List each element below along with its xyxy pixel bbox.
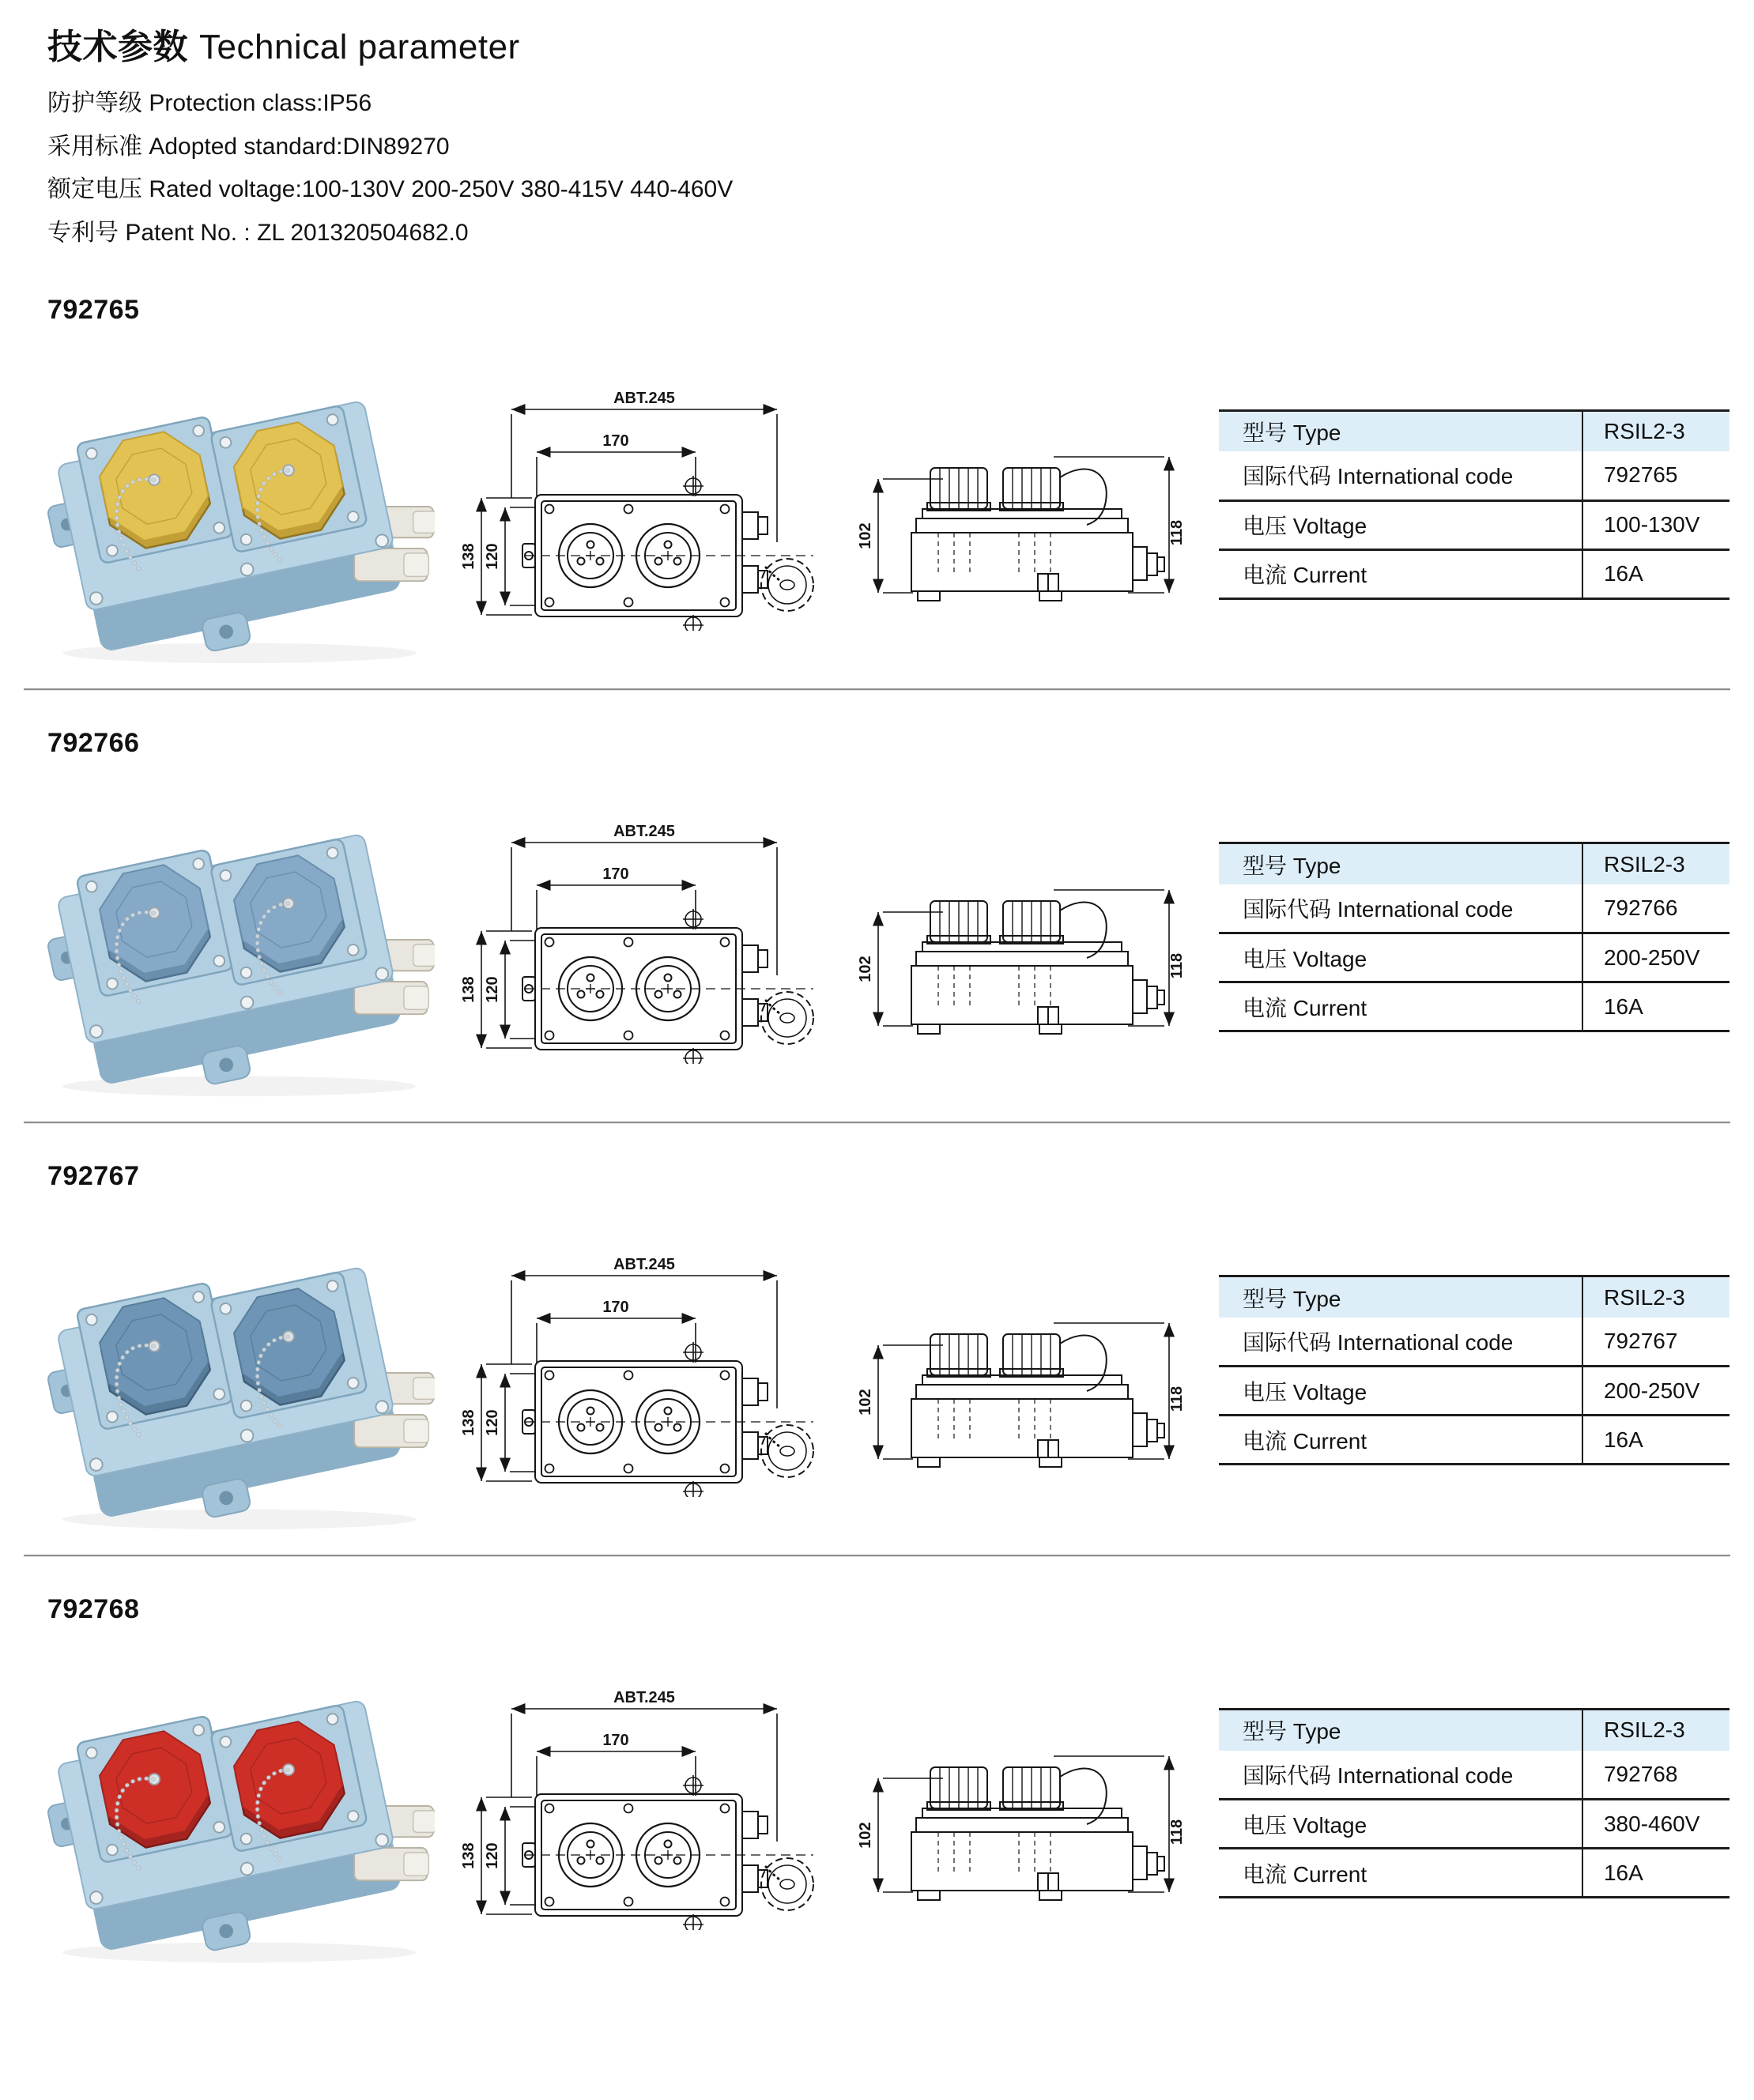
top-view-drawing — [456, 1677, 828, 1930]
side-view-outline — [911, 901, 1164, 1034]
spec-value-voltage: 200-250V — [1582, 1367, 1729, 1416]
top-view-drawing — [456, 1244, 828, 1497]
dim-overall-height: 118 — [1167, 952, 1186, 979]
spec-table — [1219, 1708, 1729, 1898]
spec-label-voltage: 电压 Voltage — [1219, 500, 1582, 549]
side-view-drawing — [850, 1244, 1198, 1497]
side-view-drawing — [850, 811, 1198, 1064]
dim-body-height: 102 — [856, 1389, 874, 1416]
spec-value-voltage: 380-460V — [1582, 1800, 1729, 1849]
dimension-lines — [481, 1709, 777, 1914]
top-view-svg — [456, 811, 828, 1064]
dim-overall-height: 118 — [1167, 1819, 1186, 1845]
dimension-lines — [878, 1756, 1169, 1892]
side-view-svg — [850, 378, 1198, 631]
spec-table — [1219, 409, 1729, 600]
spec-row-current — [1219, 549, 1729, 598]
dimension-lines — [878, 1323, 1169, 1459]
top-view-outline — [522, 1775, 813, 1930]
spec-label-international-code: 国际代码 International code — [1242, 1330, 1514, 1355]
spec-value-voltage: 100-130V — [1582, 500, 1729, 549]
spec-value-international-code: 792766 — [1582, 884, 1729, 933]
spec-row-international-code — [1219, 884, 1729, 933]
side-view-outline — [911, 468, 1164, 601]
spec-row-voltage — [1219, 933, 1729, 982]
spec-label-current: 电流 Current — [1219, 1416, 1582, 1465]
product-photo-illustration — [32, 1636, 435, 1971]
spec-label-international-code: 国际代码 International code — [1242, 464, 1514, 489]
product-code-heading: 792768 — [47, 1593, 140, 1624]
technical-parameter-list — [47, 90, 1754, 247]
product-sections — [47, 294, 1754, 1973]
product-section — [47, 1593, 1754, 1974]
section-divider — [24, 1122, 1730, 1124]
dim-inner-height: 120 — [484, 543, 502, 570]
product-section — [47, 727, 1754, 1124]
product-section — [47, 294, 1754, 691]
product-row — [47, 334, 1729, 674]
dim-overall-height: 118 — [1167, 520, 1186, 546]
spec-row-type — [1219, 1710, 1729, 1751]
side-view-svg — [850, 1244, 1198, 1497]
dimension-lines — [481, 1276, 777, 1481]
dim-overall-height: 118 — [1167, 1386, 1186, 1412]
top-view-svg — [456, 1244, 828, 1497]
dim-inner-height: 120 — [484, 1409, 502, 1436]
product-photo-illustration — [32, 337, 435, 672]
spec-value-current: 16A — [1582, 549, 1729, 598]
section-divider — [24, 688, 1730, 691]
top-view-outline — [522, 1342, 813, 1497]
product-code-heading: 792765 — [47, 295, 140, 326]
spec-row-current — [1219, 1416, 1729, 1465]
dim-overall-height: 138 — [460, 543, 478, 570]
section-divider — [24, 1555, 1730, 1557]
spec-row-voltage — [1219, 1367, 1729, 1416]
spec-row-voltage — [1219, 500, 1729, 549]
spec-row-type — [1219, 1276, 1729, 1318]
side-view-drawing — [850, 378, 1198, 631]
dim-inner-width: 170 — [602, 865, 630, 883]
top-view-drawing — [456, 378, 828, 631]
spec-value-type: RSIL2-3 — [1582, 843, 1729, 884]
spec-label-voltage: 电压 Voltage — [1219, 1367, 1582, 1416]
page-title — [47, 28, 1754, 66]
product-photo — [32, 770, 435, 1105]
spec-row-international-code — [1219, 451, 1729, 500]
spec-table — [1219, 842, 1729, 1032]
spec-value-international-code: 792767 — [1582, 1318, 1729, 1367]
dim-inner-width: 170 — [602, 432, 630, 451]
dimension-lines — [481, 409, 777, 615]
product-photo — [32, 1203, 435, 1538]
dim-overall-width: ABT.245 — [613, 390, 676, 408]
spec-label-international-code: 国际代码 International code — [1242, 1763, 1514, 1788]
spec-label-current: 电流 Current — [1219, 982, 1582, 1031]
side-view-outline — [911, 1767, 1164, 1900]
product-row — [47, 767, 1729, 1107]
page-title-cn: 技术参数 — [47, 28, 188, 66]
product-row — [47, 1201, 1729, 1540]
side-view-drawing — [850, 1677, 1198, 1930]
spec-row-type — [1219, 410, 1729, 451]
page-title-en: Technical parameter — [199, 28, 520, 66]
spec-label-current: 电流 Current — [1219, 549, 1582, 598]
dim-overall-width: ABT.245 — [613, 1688, 676, 1706]
top-view-svg — [456, 1677, 828, 1930]
spec-label-type: 型号 Type — [1242, 853, 1341, 878]
spec-value-current: 16A — [1582, 1849, 1729, 1898]
spec-row-current — [1219, 982, 1729, 1031]
spec-value-type: RSIL2-3 — [1582, 410, 1729, 451]
spec-row-type — [1219, 843, 1729, 884]
product-code-heading: 792767 — [47, 1160, 140, 1191]
spec-label-type: 型号 Type — [1242, 1719, 1341, 1744]
dimension-lines — [878, 890, 1169, 1026]
dim-inner-width: 170 — [602, 1298, 630, 1316]
top-view-svg — [456, 378, 828, 631]
spec-value-current: 16A — [1582, 982, 1729, 1031]
product-photo — [32, 1636, 435, 1971]
spec-row-international-code — [1219, 1751, 1729, 1800]
spec-label-type: 型号 Type — [1242, 1286, 1341, 1311]
top-view-outline — [522, 476, 813, 631]
spec-value-type: RSIL2-3 — [1582, 1276, 1729, 1318]
product-row — [47, 1634, 1729, 1974]
spec-table — [1219, 1275, 1729, 1465]
patent-no-line: 专利号 Patent No. : ZL 201320504682.0 — [47, 219, 469, 246]
product-photo — [32, 337, 435, 672]
dim-body-height: 102 — [856, 956, 874, 982]
dimension-lines — [878, 457, 1169, 593]
top-view-outline — [522, 909, 813, 1064]
side-view-svg — [850, 1677, 1198, 1930]
dim-overall-width: ABT.245 — [613, 822, 676, 840]
dim-inner-height: 120 — [484, 1842, 502, 1869]
adopted-standard-line: 采用标准 Adopted standard:DIN89270 — [47, 133, 450, 160]
rated-voltage-line: 额定电压 Rated voltage:100-130V 200-250V 380-415V 440-460V — [47, 176, 734, 203]
spec-label-international-code: 国际代码 International code — [1242, 897, 1514, 922]
dim-overall-height: 138 — [460, 1409, 478, 1436]
spec-row-current — [1219, 1849, 1729, 1898]
dim-overall-height: 138 — [460, 976, 478, 1003]
dimension-lines — [481, 843, 777, 1048]
spec-value-international-code: 792765 — [1582, 451, 1729, 500]
spec-value-type: RSIL2-3 — [1582, 1710, 1729, 1751]
spec-value-voltage: 200-250V — [1582, 933, 1729, 982]
product-photo-illustration — [32, 1203, 435, 1538]
dim-overall-width: ABT.245 — [613, 1255, 676, 1273]
spec-value-current: 16A — [1582, 1416, 1729, 1465]
dim-overall-height: 138 — [460, 1842, 478, 1869]
side-view-svg — [850, 811, 1198, 1064]
dim-body-height: 102 — [856, 1821, 874, 1849]
spec-label-current: 电流 Current — [1219, 1849, 1582, 1898]
dim-inner-width: 170 — [602, 1731, 630, 1749]
dim-inner-height: 120 — [484, 976, 502, 1003]
side-view-outline — [911, 1334, 1164, 1467]
protection-class-line: 防护等级 Protection class:IP56 — [47, 90, 372, 117]
spec-label-type: 型号 Type — [1242, 420, 1341, 445]
spec-row-international-code — [1219, 1318, 1729, 1367]
product-code-heading: 792766 — [47, 728, 140, 759]
spec-value-international-code: 792768 — [1582, 1751, 1729, 1800]
dim-body-height: 102 — [856, 522, 874, 549]
spec-row-voltage — [1219, 1800, 1729, 1849]
product-section — [47, 1160, 1754, 1557]
product-photo-illustration — [32, 770, 435, 1105]
spec-label-voltage: 电压 Voltage — [1219, 1800, 1582, 1849]
top-view-drawing — [456, 811, 828, 1064]
spec-label-voltage: 电压 Voltage — [1219, 933, 1582, 982]
